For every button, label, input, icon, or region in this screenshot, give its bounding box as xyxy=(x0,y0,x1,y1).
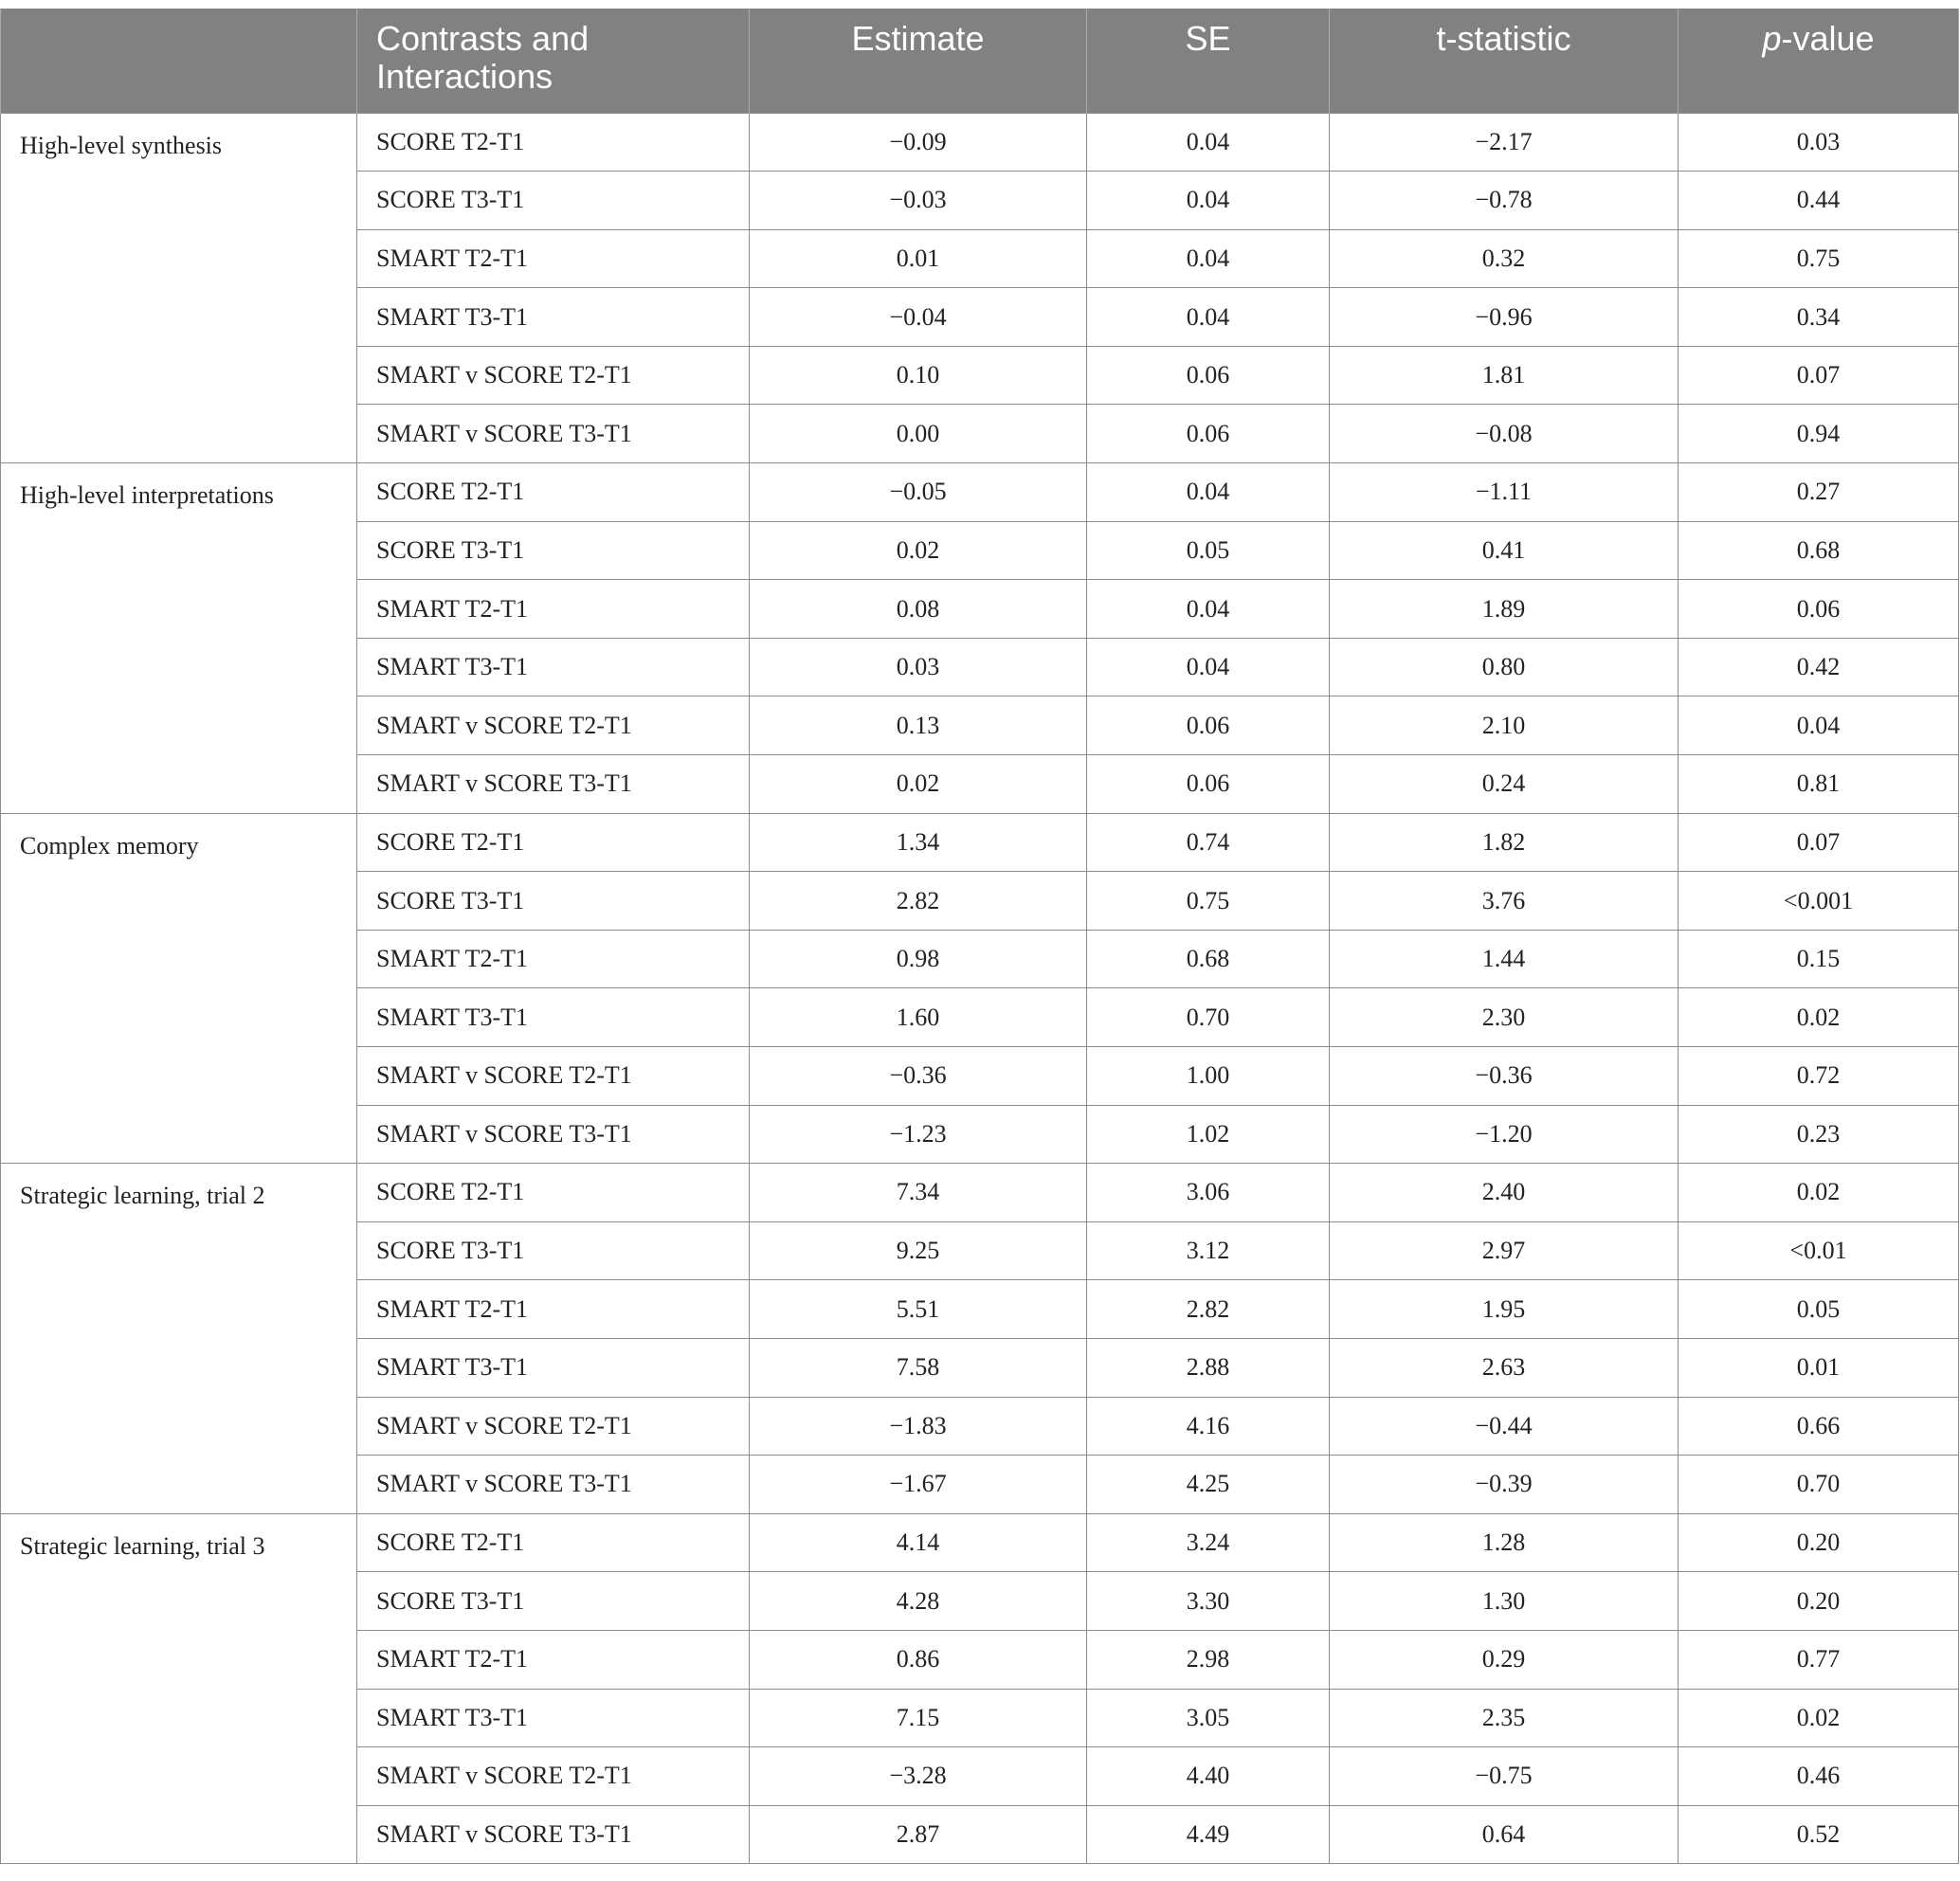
estimate-cell: 0.13 xyxy=(750,696,1087,755)
estimate-cell: 0.01 xyxy=(750,229,1087,288)
estimate-cell: 2.87 xyxy=(750,1805,1087,1864)
se-cell: 0.68 xyxy=(1087,930,1330,988)
t-statistic-cell: −2.17 xyxy=(1330,113,1679,172)
header-measure xyxy=(1,9,357,113)
se-cell: 0.04 xyxy=(1087,229,1330,288)
se-cell: 1.02 xyxy=(1087,1105,1330,1164)
estimate-cell: 0.00 xyxy=(750,405,1087,463)
header-t-statistic: t-statistic xyxy=(1330,9,1679,113)
t-statistic-cell: 1.82 xyxy=(1330,813,1679,872)
se-cell: 0.74 xyxy=(1087,813,1330,872)
p-value-cell: 0.20 xyxy=(1679,1513,1959,1572)
estimate-cell: −1.83 xyxy=(750,1397,1087,1456)
p-value-cell: <0.01 xyxy=(1679,1221,1959,1280)
contrast-cell: SMART T2-T1 xyxy=(357,930,750,988)
header-p-italic: p xyxy=(1762,19,1782,58)
estimate-cell: −0.03 xyxy=(750,172,1087,230)
se-cell: 3.12 xyxy=(1087,1221,1330,1280)
p-value-cell: 0.15 xyxy=(1679,930,1959,988)
contrast-cell: SMART v SCORE T3-T1 xyxy=(357,755,750,814)
p-value-cell: 0.02 xyxy=(1679,1164,1959,1222)
t-statistic-cell: 2.30 xyxy=(1330,988,1679,1047)
t-statistic-cell: 2.40 xyxy=(1330,1164,1679,1222)
estimate-cell: 0.08 xyxy=(750,580,1087,639)
t-statistic-cell: 1.28 xyxy=(1330,1513,1679,1572)
t-statistic-cell: 3.76 xyxy=(1330,872,1679,931)
p-value-cell: 0.23 xyxy=(1679,1105,1959,1164)
se-cell: 3.30 xyxy=(1087,1572,1330,1631)
estimate-cell: 9.25 xyxy=(750,1221,1087,1280)
se-cell: 0.06 xyxy=(1087,696,1330,755)
contrast-cell: SMART v SCORE T3-T1 xyxy=(357,1456,750,1514)
measure-group-label: High-level interpretations xyxy=(1,463,357,814)
p-value-cell: 0.77 xyxy=(1679,1630,1959,1689)
t-statistic-cell: −1.20 xyxy=(1330,1105,1679,1164)
t-statistic-cell: 2.35 xyxy=(1330,1689,1679,1747)
estimate-cell: 5.51 xyxy=(750,1280,1087,1339)
t-statistic-cell: 2.10 xyxy=(1330,696,1679,755)
estimate-cell: 4.28 xyxy=(750,1572,1087,1631)
se-cell: 0.04 xyxy=(1087,580,1330,639)
p-value-cell: 0.34 xyxy=(1679,288,1959,347)
header-se: SE xyxy=(1087,9,1330,113)
p-value-cell: 0.81 xyxy=(1679,755,1959,814)
se-cell: 3.05 xyxy=(1087,1689,1330,1747)
p-value-cell: 0.07 xyxy=(1679,813,1959,872)
contrast-cell: SMART v SCORE T2-T1 xyxy=(357,1047,750,1106)
t-statistic-cell: 1.30 xyxy=(1330,1572,1679,1631)
p-value-cell: 0.02 xyxy=(1679,988,1959,1047)
t-statistic-cell: −0.08 xyxy=(1330,405,1679,463)
header-contrasts: Contrasts and Interactions xyxy=(357,9,750,113)
estimate-cell: 0.86 xyxy=(750,1630,1087,1689)
table-row xyxy=(1,1513,1959,1572)
table-row xyxy=(1,813,1959,872)
contrast-cell: SMART v SCORE T3-T1 xyxy=(357,405,750,463)
t-statistic-cell: −0.39 xyxy=(1330,1456,1679,1514)
p-value-cell: 0.52 xyxy=(1679,1805,1959,1864)
contrast-cell: SCORE T3-T1 xyxy=(357,872,750,931)
se-cell: 4.40 xyxy=(1087,1747,1330,1806)
header-row xyxy=(1,9,1959,113)
estimate-cell: 0.98 xyxy=(750,930,1087,988)
t-statistic-cell: −1.11 xyxy=(1330,463,1679,522)
t-statistic-cell: 0.41 xyxy=(1330,521,1679,580)
estimate-cell: 0.02 xyxy=(750,755,1087,814)
se-cell: 0.04 xyxy=(1087,172,1330,230)
header-p-rest: -value xyxy=(1781,19,1875,58)
p-value-cell: 0.68 xyxy=(1679,521,1959,580)
measure-group-label: High-level synthesis xyxy=(1,113,357,463)
t-statistic-cell: 1.44 xyxy=(1330,930,1679,988)
se-cell: 0.04 xyxy=(1087,463,1330,522)
t-statistic-cell: 0.29 xyxy=(1330,1630,1679,1689)
estimate-cell: 0.02 xyxy=(750,521,1087,580)
se-cell: 0.04 xyxy=(1087,113,1330,172)
t-statistic-cell: 0.64 xyxy=(1330,1805,1679,1864)
se-cell: 3.06 xyxy=(1087,1164,1330,1222)
contrast-cell: SMART T3-T1 xyxy=(357,1689,750,1747)
contrast-cell: SMART T3-T1 xyxy=(357,288,750,347)
se-cell: 4.25 xyxy=(1087,1456,1330,1514)
se-cell: 3.24 xyxy=(1087,1513,1330,1572)
t-statistic-cell: 2.97 xyxy=(1330,1221,1679,1280)
estimate-cell: −0.04 xyxy=(750,288,1087,347)
contrast-cell: SMART v SCORE T2-T1 xyxy=(357,346,750,405)
se-cell: 2.82 xyxy=(1087,1280,1330,1339)
p-value-cell: 0.75 xyxy=(1679,229,1959,288)
estimate-cell: −0.36 xyxy=(750,1047,1087,1106)
t-statistic-cell: −0.96 xyxy=(1330,288,1679,347)
t-statistic-cell: 0.24 xyxy=(1330,755,1679,814)
se-cell: 0.70 xyxy=(1087,988,1330,1047)
contrast-cell: SMART T2-T1 xyxy=(357,580,750,639)
results-table-container xyxy=(0,9,1958,1864)
contrast-cell: SMART v SCORE T3-T1 xyxy=(357,1805,750,1864)
contrast-cell: SMART v SCORE T2-T1 xyxy=(357,1397,750,1456)
contrast-cell: SCORE T2-T1 xyxy=(357,113,750,172)
t-statistic-cell: 0.32 xyxy=(1330,229,1679,288)
estimate-cell: −1.67 xyxy=(750,1456,1087,1514)
t-statistic-cell: 1.89 xyxy=(1330,580,1679,639)
contrast-cell: SMART T2-T1 xyxy=(357,229,750,288)
se-cell: 0.06 xyxy=(1087,405,1330,463)
contrast-cell: SCORE T2-T1 xyxy=(357,463,750,522)
p-value-cell: 0.05 xyxy=(1679,1280,1959,1339)
t-statistic-cell: −0.75 xyxy=(1330,1747,1679,1806)
header-estimate: Estimate xyxy=(750,9,1087,113)
contrast-cell: SMART T3-T1 xyxy=(357,988,750,1047)
table-header xyxy=(1,9,1959,113)
estimate-cell: 7.58 xyxy=(750,1338,1087,1397)
p-value-cell: 0.27 xyxy=(1679,463,1959,522)
se-cell: 0.04 xyxy=(1087,638,1330,696)
p-value-cell: 0.42 xyxy=(1679,638,1959,696)
contrast-cell: SCORE T3-T1 xyxy=(357,172,750,230)
p-value-cell: 0.06 xyxy=(1679,580,1959,639)
contrast-cell: SCORE T3-T1 xyxy=(357,1572,750,1631)
t-statistic-cell: −0.78 xyxy=(1330,172,1679,230)
estimate-cell: 7.34 xyxy=(750,1164,1087,1222)
t-statistic-cell: 0.80 xyxy=(1330,638,1679,696)
p-value-cell: 0.03 xyxy=(1679,113,1959,172)
table-row xyxy=(1,1164,1959,1222)
se-cell: 0.75 xyxy=(1087,872,1330,931)
table-body xyxy=(1,113,1959,1864)
contrast-cell: SCORE T2-T1 xyxy=(357,1513,750,1572)
contrast-cell: SMART T3-T1 xyxy=(357,1338,750,1397)
t-statistic-cell: 1.95 xyxy=(1330,1280,1679,1339)
estimate-cell: 2.82 xyxy=(750,872,1087,931)
estimate-cell: −3.28 xyxy=(750,1747,1087,1806)
p-value-cell: 0.72 xyxy=(1679,1047,1959,1106)
table-row xyxy=(1,113,1959,172)
estimate-cell: 7.15 xyxy=(750,1689,1087,1747)
contrast-cell: SCORE T2-T1 xyxy=(357,813,750,872)
p-value-cell: 0.01 xyxy=(1679,1338,1959,1397)
contrast-cell: SCORE T2-T1 xyxy=(357,1164,750,1222)
p-value-cell: 0.02 xyxy=(1679,1689,1959,1747)
se-cell: 4.49 xyxy=(1087,1805,1330,1864)
t-statistic-cell: −0.44 xyxy=(1330,1397,1679,1456)
se-cell: 2.98 xyxy=(1087,1630,1330,1689)
measure-group-label: Strategic learning, trial 3 xyxy=(1,1513,357,1864)
se-cell: 0.04 xyxy=(1087,288,1330,347)
se-cell: 4.16 xyxy=(1087,1397,1330,1456)
p-value-cell: <0.001 xyxy=(1679,872,1959,931)
estimate-cell: −0.05 xyxy=(750,463,1087,522)
contrast-cell: SCORE T3-T1 xyxy=(357,1221,750,1280)
p-value-cell: 0.07 xyxy=(1679,346,1959,405)
contrast-cell: SMART v SCORE T2-T1 xyxy=(357,1747,750,1806)
contrasts-table xyxy=(0,9,1959,1864)
p-value-cell: 0.04 xyxy=(1679,696,1959,755)
p-value-cell: 0.44 xyxy=(1679,172,1959,230)
t-statistic-cell: 1.81 xyxy=(1330,346,1679,405)
p-value-cell: 0.66 xyxy=(1679,1397,1959,1456)
se-cell: 0.05 xyxy=(1087,521,1330,580)
contrast-cell: SMART T2-T1 xyxy=(357,1280,750,1339)
measure-group-label: Complex memory xyxy=(1,813,357,1164)
se-cell: 0.06 xyxy=(1087,346,1330,405)
estimate-cell: 0.03 xyxy=(750,638,1087,696)
estimate-cell: 1.34 xyxy=(750,813,1087,872)
se-cell: 2.88 xyxy=(1087,1338,1330,1397)
estimate-cell: 1.60 xyxy=(750,988,1087,1047)
p-value-cell: 0.94 xyxy=(1679,405,1959,463)
contrast-cell: SMART v SCORE T3-T1 xyxy=(357,1105,750,1164)
estimate-cell: 0.10 xyxy=(750,346,1087,405)
t-statistic-cell: 2.63 xyxy=(1330,1338,1679,1397)
contrast-cell: SMART v SCORE T2-T1 xyxy=(357,696,750,755)
header-p-value xyxy=(1679,9,1959,113)
table-row xyxy=(1,463,1959,522)
estimate-cell: 4.14 xyxy=(750,1513,1087,1572)
se-cell: 1.00 xyxy=(1087,1047,1330,1106)
contrast-cell: SMART T3-T1 xyxy=(357,638,750,696)
estimate-cell: −1.23 xyxy=(750,1105,1087,1164)
measure-group-label: Strategic learning, trial 2 xyxy=(1,1164,357,1514)
estimate-cell: −0.09 xyxy=(750,113,1087,172)
contrast-cell: SCORE T3-T1 xyxy=(357,521,750,580)
contrast-cell: SMART T2-T1 xyxy=(357,1630,750,1689)
p-value-cell: 0.20 xyxy=(1679,1572,1959,1631)
p-value-cell: 0.70 xyxy=(1679,1456,1959,1514)
p-value-cell: 0.46 xyxy=(1679,1747,1959,1806)
se-cell: 0.06 xyxy=(1087,755,1330,814)
t-statistic-cell: −0.36 xyxy=(1330,1047,1679,1106)
